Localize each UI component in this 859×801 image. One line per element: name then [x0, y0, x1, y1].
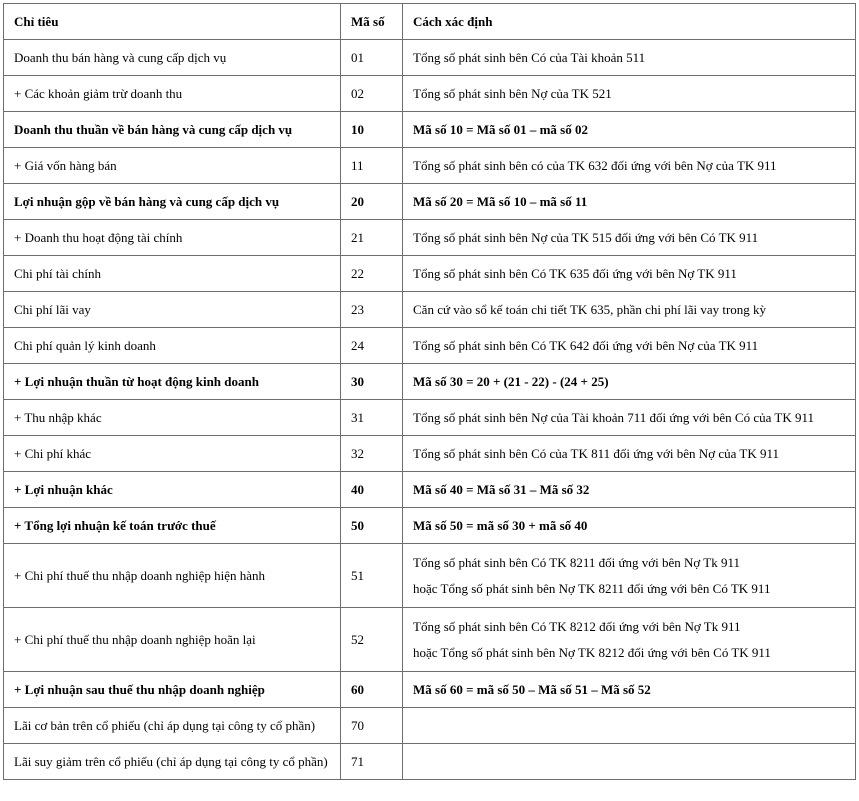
row-code: 11	[341, 148, 403, 184]
row-method	[403, 220, 856, 256]
method-line: hoặc Tổng số phát sinh bên Nợ TK 8212 đối ứng với bên Có TK 911	[413, 644, 771, 660]
method-line: hoặc Tổng số phát sinh bên Nợ TK 8211 đối ứng với bên Có TK 911	[413, 580, 771, 596]
header-indicator: Chỉ tiêu	[4, 4, 341, 40]
table-row	[4, 400, 856, 436]
row-indicator: Chi phí quản lý kinh doanh	[4, 328, 341, 364]
row-indicator: + Giá vốn hàng bán	[4, 148, 341, 184]
table-header-row	[4, 4, 856, 40]
row-code: 32	[341, 436, 403, 472]
method-line: Mã số 10 = Mã số 01 – mã số 02	[413, 121, 588, 137]
row-indicator: + Lợi nhuận thuần từ hoạt động kinh doanh	[4, 364, 341, 400]
row-method	[403, 292, 856, 328]
row-indicator: Doanh thu bán hàng và cung cấp dịch vụ	[4, 40, 341, 76]
row-indicator: Lãi suy giảm trên cổ phiếu (chỉ áp dụng tại công ty cổ phần)	[4, 744, 341, 780]
row-indicator: + Các khoản giảm trừ doanh thu	[4, 76, 341, 112]
row-method	[403, 184, 856, 220]
row-method	[403, 472, 856, 508]
row-code: 70	[341, 708, 403, 744]
row-method	[403, 508, 856, 544]
row-code: 60	[341, 672, 403, 708]
row-method	[403, 608, 856, 672]
row-method	[403, 148, 856, 184]
method-line: Tổng số phát sinh bên có của TK 632 đối ứng với bên Nợ của TK 911	[413, 157, 777, 173]
row-indicator: + Chi phí thuế thu nhập doanh nghiệp hiện hành	[4, 544, 341, 608]
row-code: 50	[341, 508, 403, 544]
row-method	[403, 672, 856, 708]
row-method	[403, 76, 856, 112]
row-method	[403, 436, 856, 472]
table-row	[4, 256, 856, 292]
table-row	[4, 744, 856, 780]
row-code: 01	[341, 40, 403, 76]
row-method	[403, 40, 856, 76]
method-line: Mã số 30 = 20 + (21 - 22) - (24 + 25)	[413, 373, 609, 389]
method-line: Tổng số phát sinh bên Nợ của TK 521	[413, 85, 612, 101]
table-row	[4, 472, 856, 508]
header-method: Cách xác định	[403, 4, 856, 40]
row-indicator: Doanh thu thuần về bán hàng và cung cấp dịch vụ	[4, 112, 341, 148]
row-code: 24	[341, 328, 403, 364]
table-row	[4, 76, 856, 112]
table-row	[4, 436, 856, 472]
row-code: 20	[341, 184, 403, 220]
table-row	[4, 608, 856, 672]
row-code: 30	[341, 364, 403, 400]
row-method	[403, 328, 856, 364]
row-method	[403, 744, 856, 780]
row-indicator: + Doanh thu hoạt động tài chính	[4, 220, 341, 256]
row-code: 52	[341, 608, 403, 672]
row-indicator: Lợi nhuận gộp về bán hàng và cung cấp dịch vụ	[4, 184, 341, 220]
row-code: 02	[341, 76, 403, 112]
table-row	[4, 364, 856, 400]
row-method	[403, 364, 856, 400]
row-indicator: + Chi phí khác	[4, 436, 341, 472]
row-indicator: + Tổng lợi nhuận kế toán trước thuế	[4, 508, 341, 544]
method-line: Tổng số phát sinh bên Có TK 8211 đối ứng với bên Nợ Tk 911	[413, 554, 741, 570]
row-method	[403, 400, 856, 436]
row-code: 51	[341, 544, 403, 608]
table-row	[4, 220, 856, 256]
method-line: Tổng số phát sinh bên Nợ của TK 515 đối ứng với bên Có TK 911	[413, 229, 759, 245]
table-row	[4, 328, 856, 364]
method-line: Tổng số phát sinh bên Có của TK 811 đối ứng với bên Nợ của TK 911	[413, 445, 779, 461]
table-row	[4, 544, 856, 608]
method-line: Mã số 60 = mã số 50 – Mã số 51 – Mã số 52	[413, 681, 651, 697]
row-code: 31	[341, 400, 403, 436]
method-line: Tổng số phát sinh bên Có TK 635 đối ứng với bên Nợ TK 911	[413, 265, 737, 281]
table-row	[4, 292, 856, 328]
row-code: 71	[341, 744, 403, 780]
row-code: 10	[341, 112, 403, 148]
row-indicator: Chi phí lãi vay	[4, 292, 341, 328]
method-line: Tổng số phát sinh bên Nợ của Tài khoản 711 đối ứng với bên Có của TK 911	[413, 409, 814, 425]
method-line: Mã số 50 = mã số 30 + mã số 40	[413, 517, 588, 533]
row-indicator: + Thu nhập khác	[4, 400, 341, 436]
table-row	[4, 148, 856, 184]
method-line: Tổng số phát sinh bên Có TK 8212 đối ứng với bên Nợ Tk 911	[413, 618, 741, 634]
method-line: Mã số 20 = Mã số 10 – mã số 11	[413, 193, 588, 209]
table-row	[4, 112, 856, 148]
row-method	[403, 256, 856, 292]
method-line: Căn cứ vào sổ kế toán chi tiết TK 635, phần chi phí lãi vay trong kỳ	[413, 301, 767, 317]
method-line: Mã số 40 = Mã số 31 – Mã số 32	[413, 481, 590, 497]
table-row	[4, 184, 856, 220]
row-indicator: + Lợi nhuận khác	[4, 472, 341, 508]
table-row	[4, 508, 856, 544]
method-line: Tổng số phát sinh bên Có TK 642 đối ứng với bên Nợ của TK 911	[413, 337, 759, 353]
row-method	[403, 544, 856, 608]
row-code: 22	[341, 256, 403, 292]
table-row	[4, 672, 856, 708]
row-indicator: Chi phí tài chính	[4, 256, 341, 292]
row-method	[403, 708, 856, 744]
header-code: Mã số	[341, 4, 403, 40]
row-indicator: + Lợi nhuận sau thuế thu nhập doanh nghiệp	[4, 672, 341, 708]
row-method	[403, 112, 856, 148]
table-row	[4, 40, 856, 76]
income-statement-table	[3, 3, 856, 780]
row-indicator: + Chi phí thuế thu nhập doanh nghiệp hoãn lại	[4, 608, 341, 672]
row-code: 40	[341, 472, 403, 508]
row-code: 21	[341, 220, 403, 256]
row-indicator: Lãi cơ bản trên cổ phiếu (chỉ áp dụng tại công ty cổ phần)	[4, 708, 341, 744]
row-code: 23	[341, 292, 403, 328]
method-line: Tổng số phát sinh bên Có của Tài khoản 511	[413, 49, 646, 65]
table-row	[4, 708, 856, 744]
